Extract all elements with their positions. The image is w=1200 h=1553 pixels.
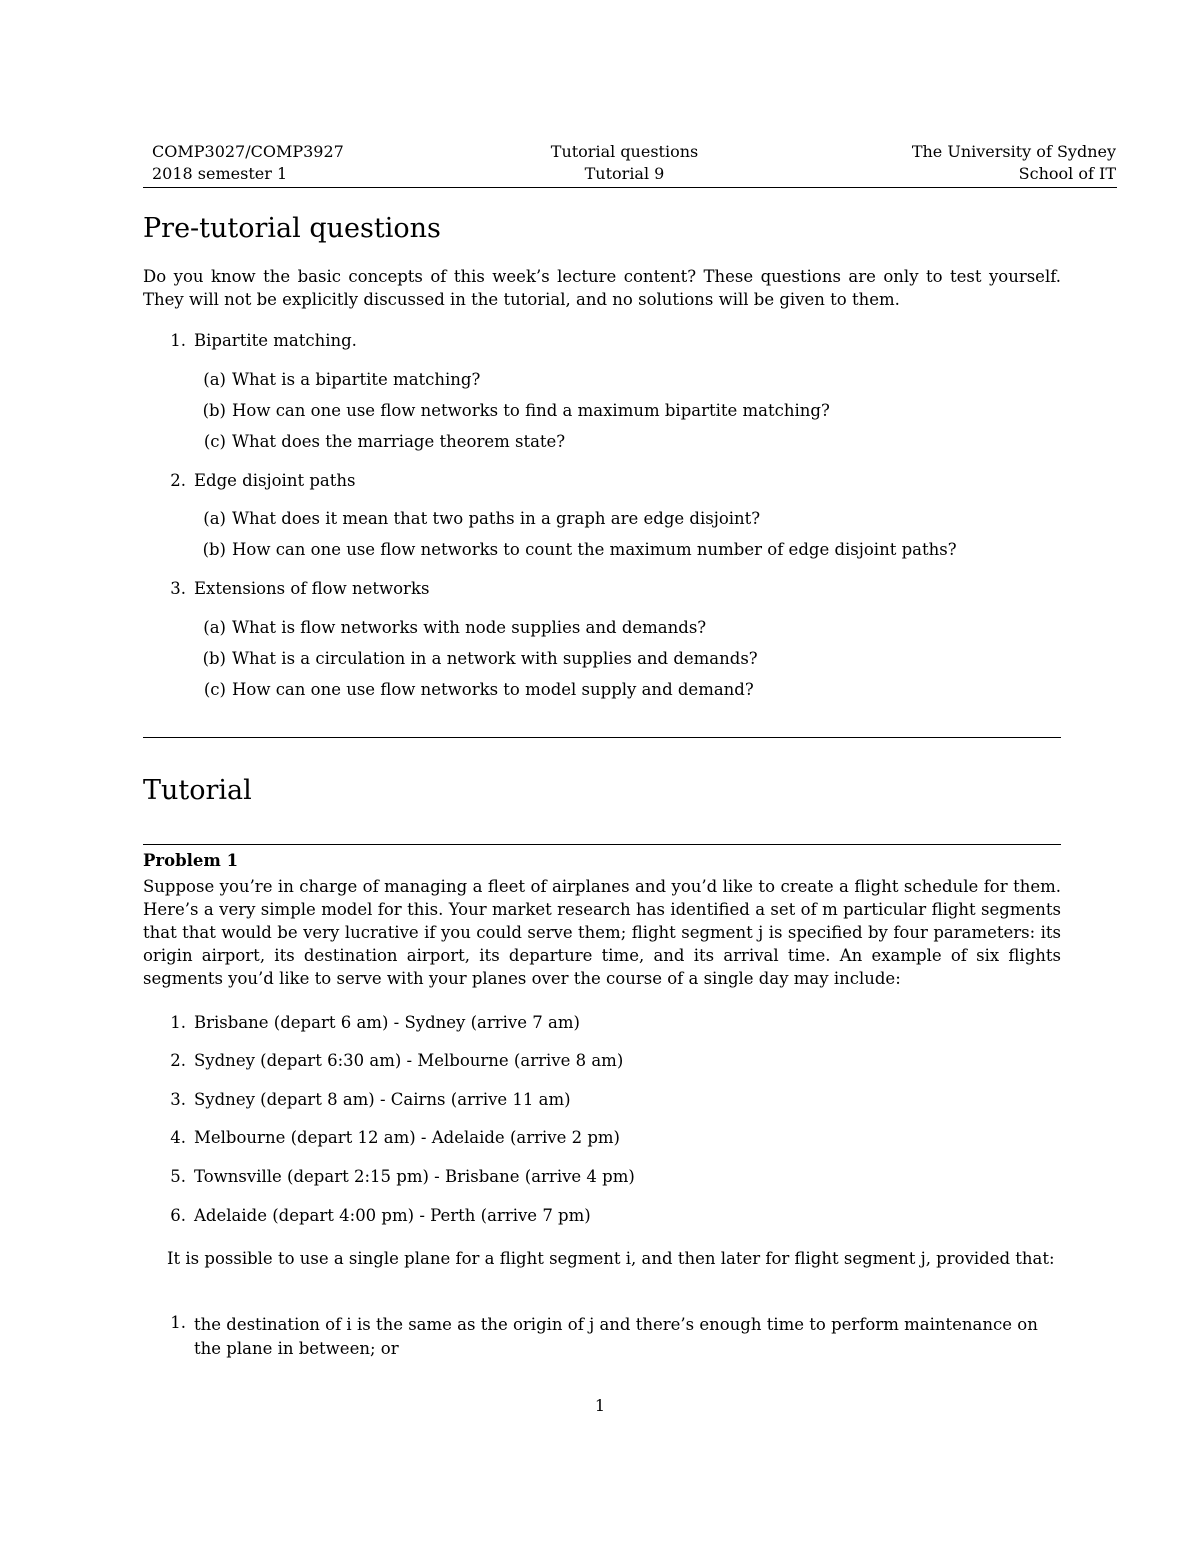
flight-item: 5. Townsville (depart 2:15 pm) - Brisbane (arrive 4 pm) [170,1167,635,1186]
list-subitem: (a) What does it mean that two paths in a graph are edge disjoint? [203,509,761,528]
semester: 2018 semester 1 [152,164,288,183]
list-subitem: (a) What is a bipartite matching? [203,370,481,389]
flight-item: 6. Adelaide (depart 4:00 pm) - Perth (arrive 7 pm) [170,1206,591,1225]
pre-tutorial-intro: Do you know the basic concepts of this week’s lecture content? These questions are only to test yourself. They will not be explicitly discussed in the tutorial, and no solutions will be given to them. [143,267,1061,309]
list-subitem: (b) How can one use flow networks to find a maximum bipartite matching? [202,401,830,420]
tutorial-number: Tutorial 9 [584,164,665,183]
flight-item: 1. Brisbane (depart 6 am) - Sydney (arrive 7 am) [170,1013,580,1032]
tutorial-heading: Tutorial [143,775,252,806]
problem-statement: Suppose you’re in charge of managing a fleet of airplanes and you’d like to create a flight schedule for them. Here’s a very simple model for this. Your market research has identified a set of m particular flight segments that that would be very lucrative if you could serve them; flight segment j is specified by four parameters: its origin airport, its destination airport, its departure time, and its arrival time. An example of six flights segments you’d like to serve with your planes over the course of a single day may include: [143,877,1061,988]
condition-item: 1. the destination of i is the same as the origin of j and there’s enough time to perform maintenance on the plane in between; or [170,1313,1038,1358]
flight-item: 3. Sydney (depart 8 am) - Cairns (arrive 11 am) [170,1090,571,1109]
list-subitem: (a) What is flow networks with node supplies and demands? [203,618,707,637]
problem-divider [143,844,1061,845]
problem-title: Problem 1 [143,851,239,870]
header-divider [143,187,1117,188]
list-item: 3. Extensions of flow networks [170,579,430,598]
section-divider [143,737,1061,738]
flight-item: 2. Sydney (depart 6:30 am) - Melbourne (arrive 8 am) [170,1051,624,1070]
university-name: The University of Sydney [911,142,1116,161]
followup-paragraph: It is possible to use a single plane for a flight segment i, and then later for flight segment j, provided that: [167,1249,1055,1268]
list-subitem: (c) How can one use flow networks to model supply and demand? [203,680,754,699]
list-item: 2. Edge disjoint paths [170,471,356,490]
school-name: School of IT [1018,164,1116,183]
list-item: 1. Bipartite matching. [170,331,357,350]
list-subitem: (c) What does the marriage theorem state? [203,432,566,451]
page-number: 1 [594,1396,606,1415]
flight-item: 4. Melbourne (depart 12 am) - Adelaide (arrive 2 pm) [170,1128,620,1147]
page-header [143,142,1116,186]
course-code: COMP3027/COMP3927 [152,142,344,161]
pre-tutorial-heading: Pre-tutorial questions [143,213,441,244]
list-subitem: (b) How can one use flow networks to count the maximum number of edge disjoint paths? [202,540,957,559]
document-type: Tutorial questions [550,142,699,161]
list-subitem: (b) What is a circulation in a network with supplies and demands? [202,649,758,668]
